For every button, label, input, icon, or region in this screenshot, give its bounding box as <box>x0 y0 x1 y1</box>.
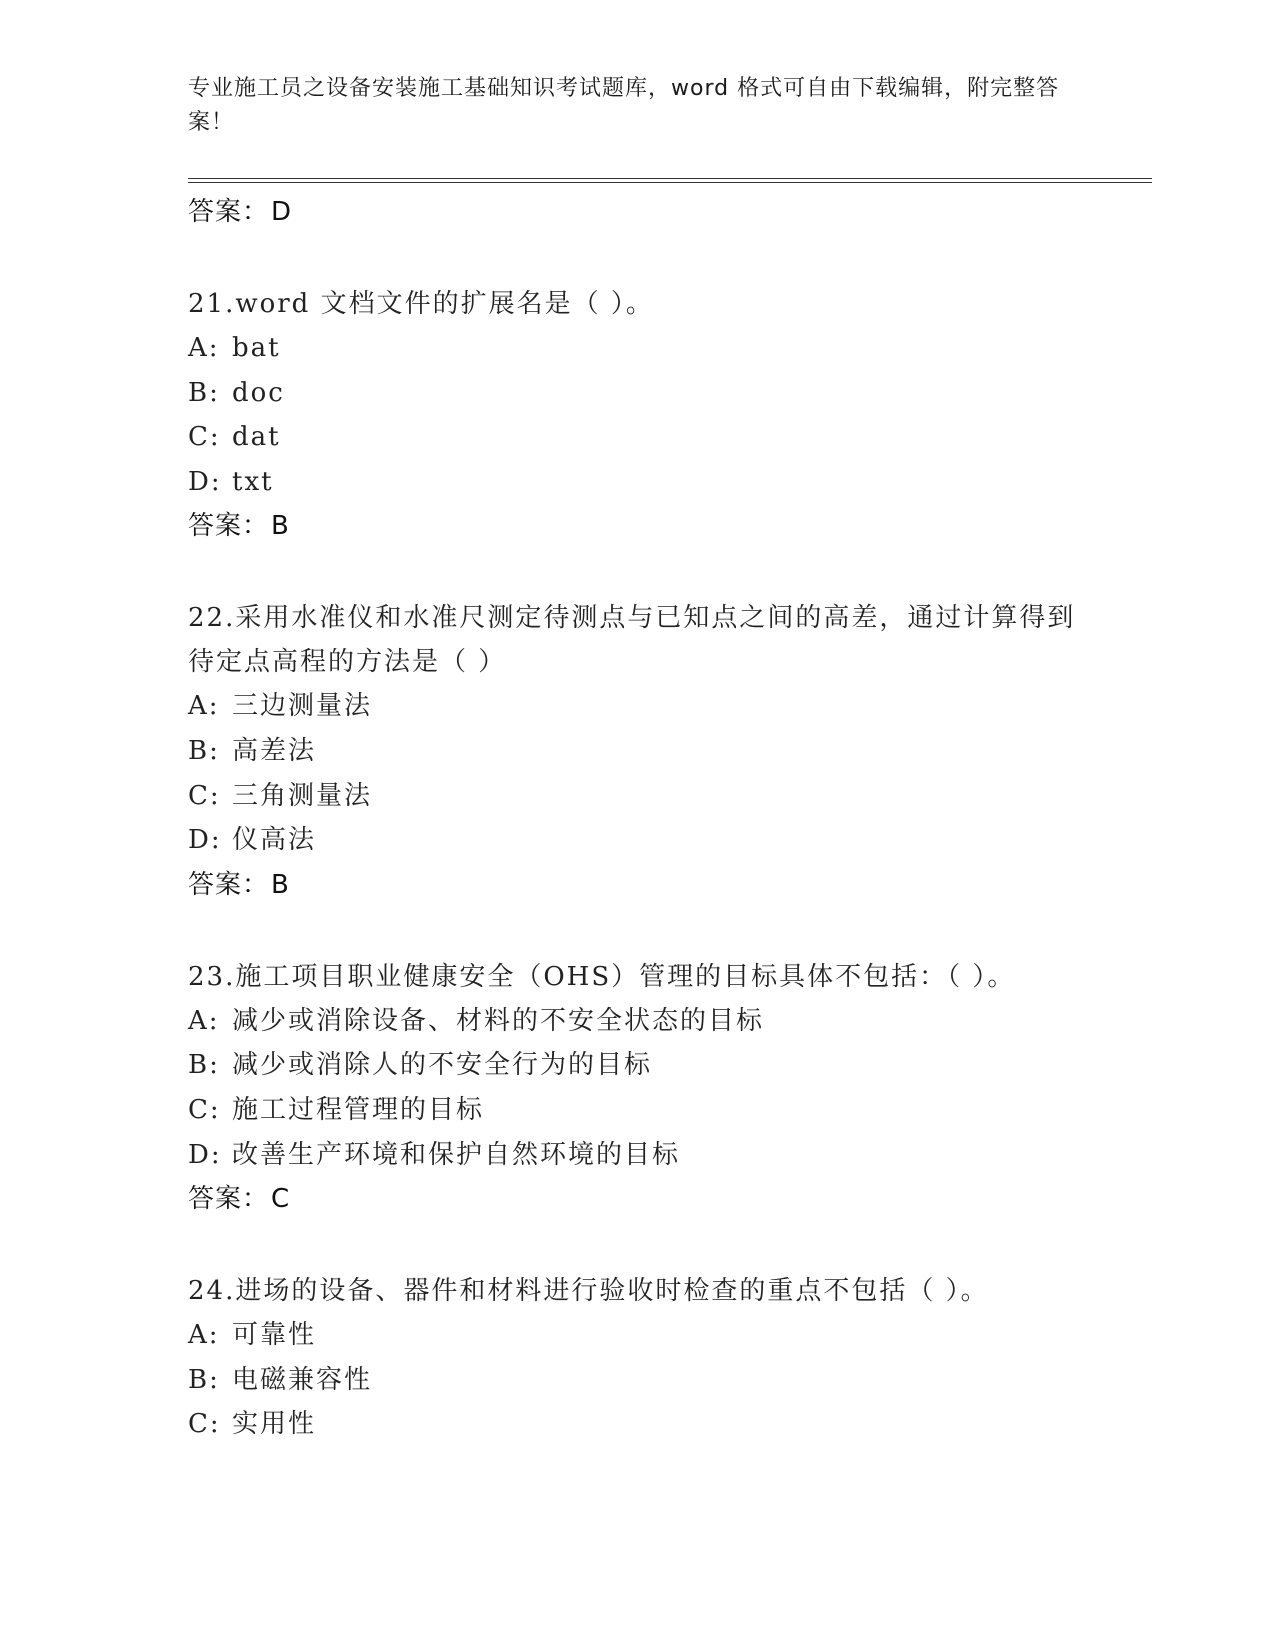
option-key: B: <box>188 1050 220 1081</box>
answer-line <box>188 1177 1088 1221</box>
option-key: C: <box>188 780 221 811</box>
option-c <box>188 774 1088 819</box>
option-text: 减少或消除人的不安全行为的目标 <box>232 1050 653 1081</box>
option-key: D: <box>188 825 222 856</box>
option-text: 实用性 <box>232 1409 317 1440</box>
option-a <box>188 1313 1088 1358</box>
question-23 <box>188 955 1088 1221</box>
option-text: 施工过程管理的目标 <box>232 1094 485 1125</box>
option-key: D: <box>188 1139 222 1170</box>
option-key: A: <box>188 1320 220 1351</box>
question-stem: 24.进场的设备、器件和材料进行验收时检查的重点不包括（ ）。 <box>188 1276 989 1307</box>
answer-line <box>188 863 1088 907</box>
option-text: txt <box>232 466 274 497</box>
option-text: 仪高法 <box>232 825 317 856</box>
answer-value: C <box>271 1184 291 1215</box>
question-24 <box>188 1269 1088 1447</box>
option-text: dat <box>232 422 281 453</box>
answer-value: B <box>271 511 290 542</box>
answer-label: 答案： <box>188 511 270 542</box>
answer-label: 答案： <box>188 197 270 227</box>
option-key: B: <box>188 735 220 766</box>
question-stem: 23.施工项目职业健康安全（OHS）管理的目标具体不包括：（ ）。 <box>188 961 1016 992</box>
option-key: A: <box>188 1005 220 1036</box>
option-key: C: <box>188 1094 221 1125</box>
option-key: C: <box>188 1409 221 1440</box>
question-21 <box>188 282 1088 548</box>
option-b <box>188 1358 1088 1403</box>
question-list <box>188 190 1088 1447</box>
option-text: 三边测量法 <box>232 691 373 722</box>
option-text: 高差法 <box>232 735 317 766</box>
question-stem: 22.采用水准仪和水准尺测定待测点与已知点之间的高差，通过计算得到待定点高程的方法是（ ） <box>188 603 1076 678</box>
option-d <box>188 818 1088 863</box>
option-b <box>188 729 1088 774</box>
header-divider-thick <box>188 178 1152 179</box>
answer-line <box>188 504 1088 548</box>
option-a <box>188 684 1088 729</box>
option-text: 减少或消除设备、材料的不安全状态的目标 <box>232 1005 765 1036</box>
option-b <box>188 1043 1088 1088</box>
option-d <box>188 1133 1088 1178</box>
option-key: B: <box>188 1364 220 1395</box>
option-c <box>188 415 1088 460</box>
option-key: A: <box>188 691 220 722</box>
answer-label: 答案： <box>188 1184 270 1215</box>
document-header: 专业施工员之设备安装施工基础知识考试题库，word 格式可自由下载编辑，附完整答案！ <box>188 76 1060 135</box>
option-text: bat <box>232 333 281 363</box>
option-text: 电磁兼容性 <box>232 1364 373 1395</box>
answer-label: 答案： <box>188 869 270 900</box>
option-key: B: <box>188 377 220 408</box>
option-text: 三角测量法 <box>232 780 373 811</box>
answer-value: D <box>271 197 293 227</box>
question-stem: 21.word 文档文件的扩展名是（ ）。 <box>188 289 654 319</box>
option-key: C: <box>188 422 221 453</box>
option-key: A: <box>188 333 220 363</box>
option-a <box>188 326 1088 371</box>
option-a <box>188 999 1088 1044</box>
answer-line-prev <box>188 190 1088 234</box>
option-key: D: <box>188 466 222 497</box>
question-22 <box>188 596 1088 906</box>
option-d <box>188 460 1088 505</box>
header-divider-thin <box>188 182 1152 183</box>
answer-value: B <box>271 869 290 900</box>
option-b <box>188 371 1088 416</box>
option-text: 可靠性 <box>232 1320 317 1351</box>
option-text: 改善生产环境和保护自然环境的目标 <box>232 1139 681 1170</box>
option-text: doc <box>232 377 285 408</box>
option-c <box>188 1088 1088 1133</box>
option-c <box>188 1402 1088 1447</box>
